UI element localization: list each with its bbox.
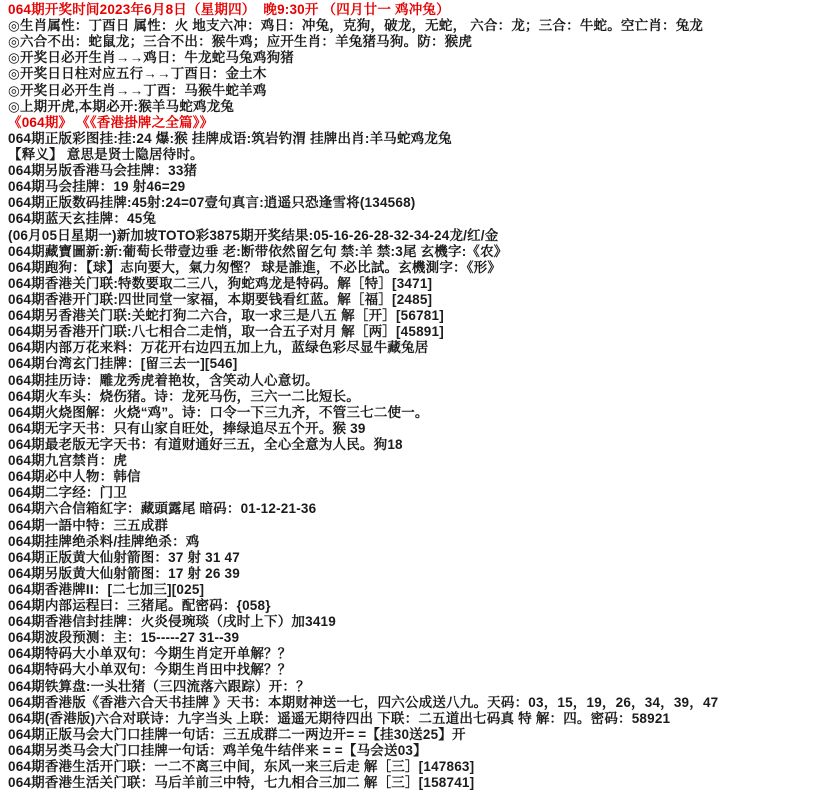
text-line: 064期火烧图解：火烧“鸡”。诗：口令一下三九齐，不管三七二使一。	[8, 404, 429, 420]
text-line: ◎开奖日日柱对应五行→→丁酉日：金土木	[8, 66, 267, 82]
text-line: 064期铁算盘:一头壮猪（三四流落六跟踪）开：？	[8, 678, 310, 694]
text-line: 064期香港版《香港六合天书挂牌 》天书：本期财神送一七，四六公成送八九。天码：03，15，19，26，34，39，47	[8, 694, 719, 710]
text-line: 064期另香港开门联:八七相合二走悄，取一合五子对月 解［两］[45891]	[8, 324, 444, 340]
text-line: 064期香港开门联:四世同堂一家福，本期要钱看红蓝。解［福］[2485]	[8, 291, 433, 307]
text-line: 064期香港牌II：[二七加三][025]	[8, 581, 205, 597]
text-line: 064期香港生活关门联：马后羊前三中特，七九相合三加二 解［三］[158741]	[8, 775, 475, 791]
text-line: 064期正版马会大门口挂牌一句话：三五成群二一两边开= =【挂30送25】开	[8, 726, 466, 742]
text-line: 064期挂历诗：雕龙秀虎着艳妆，含笑动人心意切。	[8, 372, 319, 388]
highlight-line: 064期开奖时间2023年6月8日（星期四） 晚9:30开 （四月廿一 鸡冲兔）	[8, 2, 450, 17]
text-line: 064期蓝天玄挂牌：45兔	[8, 211, 157, 227]
text-line: 064期另版香港马会挂牌：33猪	[8, 163, 198, 179]
text-line: 064期香港信封挂牌：火炎侵琬琰（戌时上下）加3419	[8, 614, 336, 630]
text-line: 064期正版彩图挂:挂:24 爆:猴 挂牌成语:筑岩钓渭 挂牌出肖:羊马蛇鸡龙兔	[8, 130, 452, 146]
text-line: 064期藏寶圖新:新:葡萄长带壹边垂 老:断带依然留乞句 禁:羊 禁:3尾 玄機字:《农》	[8, 243, 508, 259]
text-line: 064期正版黄大仙射箭图：37 射 31 47	[8, 549, 240, 565]
text-line: 064期内部运程曰：三猪尾。配密码：{058}	[8, 598, 271, 614]
text-line: 064期跑狗：【球】志向要大，氣力匆慳？ 球是誰進，不必比試。玄機測字：《形》	[8, 259, 502, 275]
text-line: ◎上期开虎,本期必开:猴羊马蛇鸡龙兔	[8, 98, 235, 114]
text-line: 064期内部万花来料：万花开右边四五加上九，蓝绿色彩尽显牛藏兔居	[8, 340, 429, 356]
text-line: 064期特码大小单双句：今期生肖定开单解？？	[8, 646, 292, 662]
text-line: 064期正版数码挂牌:45射:24=07壹句真言:逍遥只恐逢雪将(134568)	[8, 195, 416, 211]
text-line: 064期波段预测：主：15-----27 31--39	[8, 630, 240, 646]
text-line: 064期无字天书：只有山家自旺处，捧绿追尽五个开。猴 39	[8, 420, 366, 436]
text-line: 064期一語中特：三五成群	[8, 517, 169, 533]
text-line: (06月05日星期一)新加坡TOTO彩3875期开奖结果:05-16-26-28-32-34-24龙/红/金	[8, 227, 499, 243]
text-line: 064期九宫禁肖：虎	[8, 453, 128, 469]
text-line: 064期火车头：烧伤猪。诗：龙死马伤，三六一二比短长。	[8, 388, 360, 404]
highlight-line: 《064期》 《《香港掛牌之全篇》》	[8, 114, 214, 130]
text-line: ◎开奖日必开生肖→→丁酉：马猴牛蛇羊鸡	[8, 82, 267, 98]
text-line: 【释义】 意思是贤士隐居待时。	[8, 146, 204, 162]
text-line: 064期必中人物：韩信	[8, 469, 141, 485]
text-line: ◎生肖属性：丁酉日 属性：火 地支六冲：鸡日：冲兔，克狗，破龙，无蛇， 六合：龙；三合：牛蛇。空亡肖：兔龙	[8, 18, 704, 34]
text-line: 064期最老版无字天书：有道财通好三五，全心全意为人民。狗18	[8, 436, 403, 452]
text-line: 064期香港生活开门联：一二不离三中间，东风一来三后走 解［三］[147863]	[8, 759, 475, 775]
text-line: 064期(香港版)六合对联诗：九字当头 上联：遥遥无期待四出 下联：二五道出七码真 特 解：四。密码：58921	[8, 710, 671, 726]
text-line: 064期台湾玄门挂牌：[留三去一][546]	[8, 356, 238, 372]
text-line: 064期另香港关门联:关蛇打狗二六合，取一求三是八五 解［开］[56781]	[8, 308, 444, 324]
text-line: ◎六合不出：蛇鼠龙；三合不出：猴牛鸡；应开生肖：羊兔猪马狗。防：猴虎	[8, 34, 473, 50]
text-line: 064期另类马会大门口挂牌一句话：鸡羊兔牛结伴来 = =【马会送03】	[8, 743, 427, 759]
text-line: 064期香港关门联:特数要取二三八，狗蛇鸡龙是特码。解［特］[3471]	[8, 275, 433, 291]
text-line: 064期另版黄大仙射箭图：17 射 26 39	[8, 565, 240, 581]
text-line: 064期特码大小单双句：今期生肖田中找解？？	[8, 662, 292, 678]
text-line: 064期马会挂牌：19 射46=29	[8, 179, 186, 195]
text-line: 064期挂牌绝杀料/挂牌绝杀：鸡	[8, 533, 200, 549]
text-line: ◎开奖日必开生肖→→鸡日：牛龙蛇马兔鸡狗猪	[8, 50, 294, 66]
text-line: 064期二字经：门卫	[8, 485, 128, 501]
text-line: 064期六合信箱紅字：藏頭露尾 暗码：01-12-21-36	[8, 501, 317, 517]
text-lines	[8, 2, 838, 791]
